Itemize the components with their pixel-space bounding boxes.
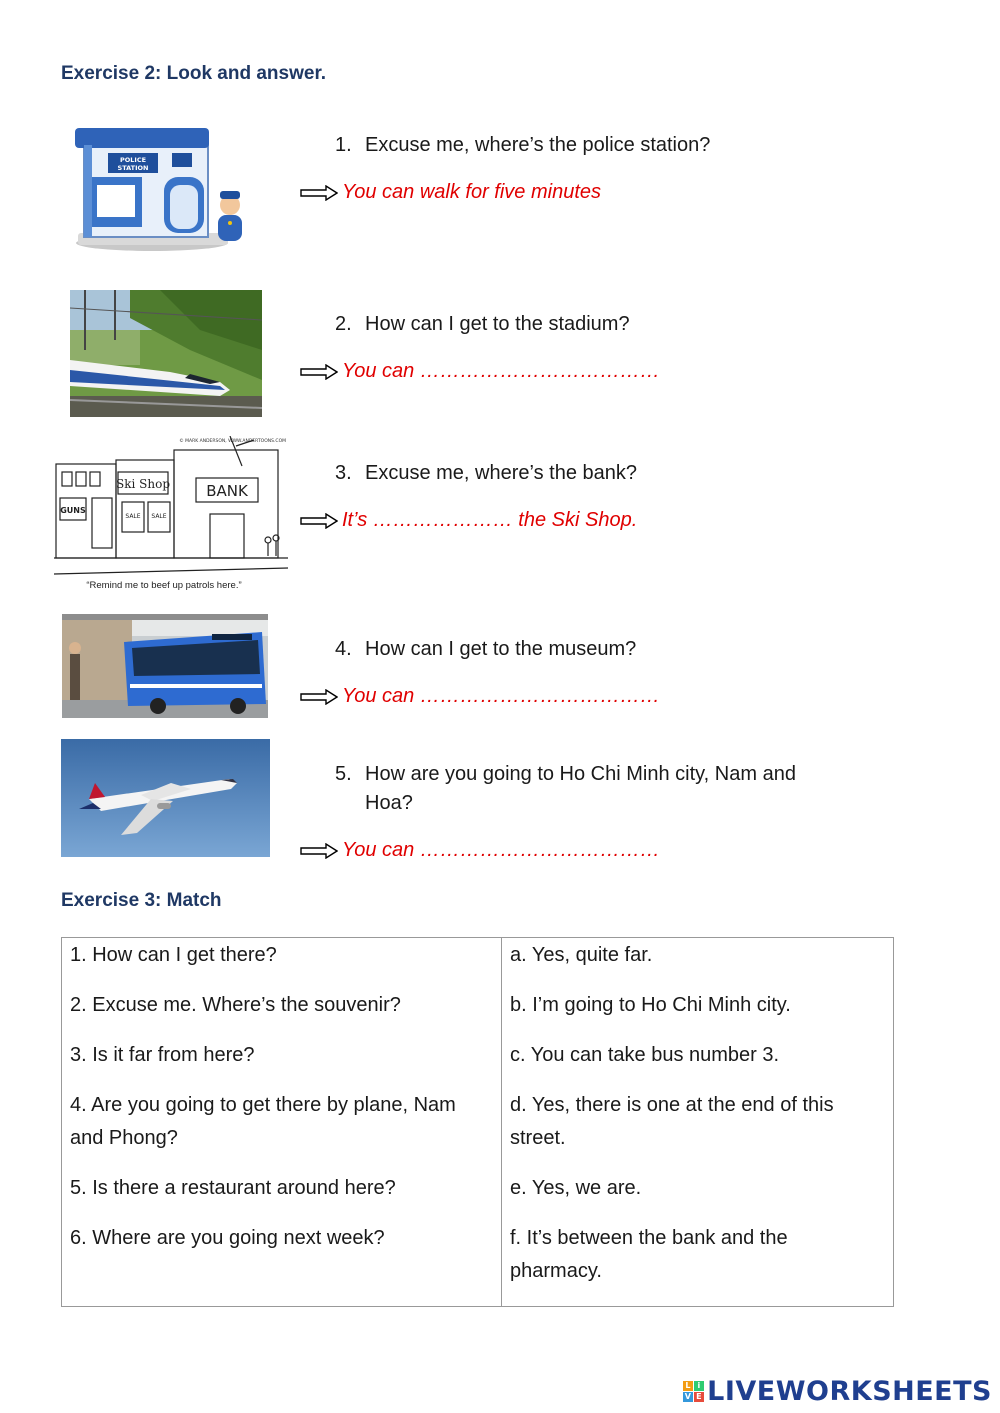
match-answer: a. Yes, quite far. <box>502 938 894 990</box>
question-text: Excuse me, where’s the police station? <box>365 134 711 156</box>
match-question: 4. Are you going to get there by plane, Nam and Phong? <box>62 1089 502 1172</box>
table-row <box>62 1089 894 1172</box>
arrow-right-icon <box>300 513 338 529</box>
arrow-right-icon <box>300 185 338 201</box>
exercise-3-heading: Exercise 3: Match <box>61 890 222 911</box>
bullet-train-image <box>70 290 262 417</box>
exercise-2-heading: Exercise 2: Look and answer. <box>61 63 327 84</box>
svg-text:STATION: STATION <box>117 164 149 172</box>
logo-mark-icon: L i V E <box>683 1381 704 1402</box>
match-question: 3. Is it far from here? <box>62 1039 502 1089</box>
arrow-right-icon <box>300 364 338 380</box>
question-text: How can I get to the stadium? <box>365 313 630 335</box>
answer-text: You can walk for five minutes <box>342 181 602 203</box>
table-row <box>62 1039 894 1089</box>
table-row <box>62 989 894 1039</box>
question-number: 4. <box>335 638 352 660</box>
bank-sign: BANK <box>206 482 248 500</box>
answer-3[interactable] <box>300 509 637 532</box>
guns-sign: GUNS <box>60 506 86 515</box>
question-3 <box>335 459 855 488</box>
match-answer: b. I’m going to Ho Chi Minh city. <box>502 989 894 1039</box>
bank-cartoon-image <box>54 436 288 594</box>
match-answer: f. It’s between the bank and the pharmacy. <box>502 1222 894 1307</box>
answer-2[interactable] <box>300 360 660 383</box>
match-question: 1. How can I get there? <box>62 938 502 990</box>
airplane-image <box>61 739 270 857</box>
match-answer: c. You can take bus number 3. <box>502 1039 894 1089</box>
question-1 <box>335 131 855 160</box>
question-text: Excuse me, where’s the bank? <box>365 462 638 484</box>
city-bus-image <box>62 614 268 718</box>
arrow-right-icon <box>300 689 338 705</box>
question-4 <box>335 635 855 664</box>
answer-text: You can ……………………………… <box>342 839 660 861</box>
ski-shop-sign: Ski Shop <box>116 477 170 491</box>
liveworksheets-logo <box>683 1376 992 1407</box>
table-row <box>62 938 894 990</box>
police-station-image <box>72 125 257 255</box>
question-2 <box>335 310 855 339</box>
match-question: 6. Where are you going next week? <box>62 1222 502 1307</box>
answer-5[interactable] <box>300 839 660 862</box>
match-question: 5. Is there a restaurant around here? <box>62 1172 502 1222</box>
arrow-right-icon <box>300 843 338 859</box>
question-text: How can I get to the museum? <box>365 638 637 660</box>
match-answer: e. Yes, we are. <box>502 1172 894 1222</box>
sale-sign-1: SALE <box>125 513 141 520</box>
match-answer: d. Yes, there is one at the end of this street. <box>502 1089 894 1172</box>
answer-text: You can ……………………………… <box>342 685 660 707</box>
cartoon-credit: © MARK ANDERSON, WWW.ANDERTOONS.COM <box>179 439 286 444</box>
match-question: 2. Excuse me. Where’s the souvenir? <box>62 989 502 1039</box>
answer-4[interactable] <box>300 685 660 708</box>
answer-text: You can ……………………………… <box>342 360 660 382</box>
svg-text:POLICE: POLICE <box>119 156 147 164</box>
question-number: 2. <box>335 313 352 335</box>
question-text: How are you going to Ho Chi Minh city, Nam and Hoa? <box>365 763 796 814</box>
answer-1[interactable] <box>300 181 601 204</box>
question-number: 5. <box>335 763 352 785</box>
answer-text: It’s ………………… the Ski Shop. <box>342 509 638 531</box>
cartoon-caption: “Remind me to beef up patrols here.” <box>86 580 242 591</box>
question-number: 3. <box>335 462 352 484</box>
sale-sign-2: SALE <box>151 513 167 520</box>
table-row <box>62 1172 894 1222</box>
logo-text: LIVEWORKSHEETS <box>707 1376 992 1407</box>
question-5 <box>335 760 855 818</box>
question-number: 1. <box>335 134 352 156</box>
match-table <box>61 937 894 1307</box>
table-row <box>62 1222 894 1307</box>
